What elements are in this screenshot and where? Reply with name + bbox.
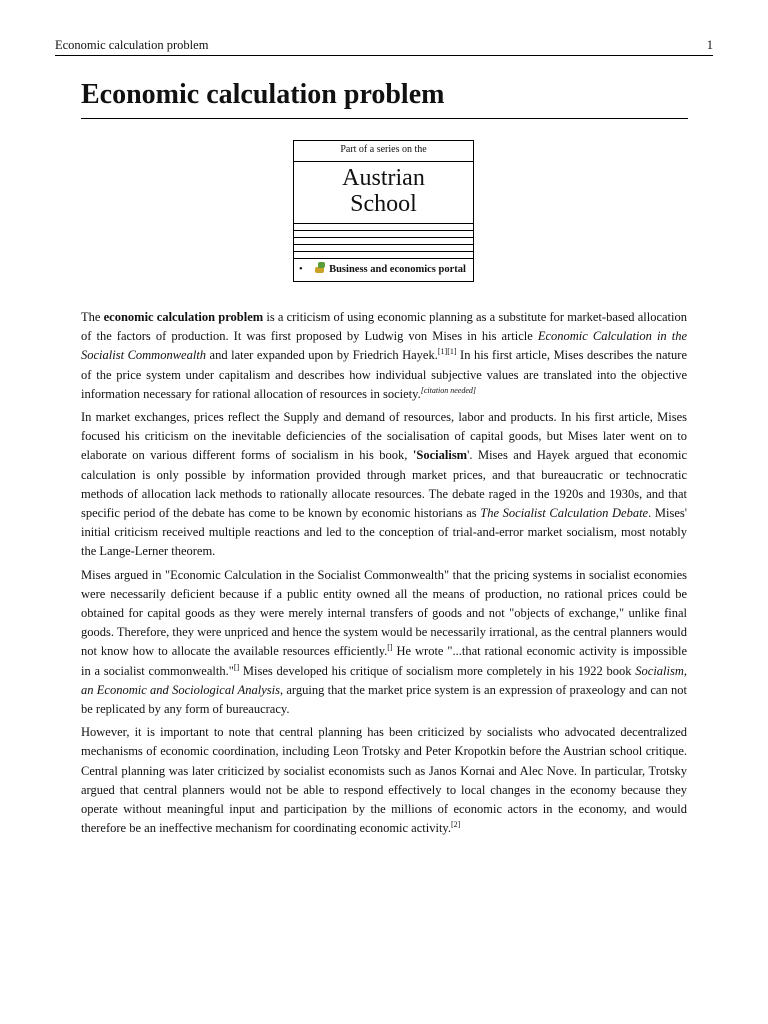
paragraph-1: The economic calculation problem is a criticism of using economic planning as a substitute for market-based allocation of the factors of production. It was first proposed by Ludwig von Mises in his article Economic Calculation in the Socialist Commonwealth and later expanded upon by Friedrich Hayek.[1][1] In his first article, Mises describes the nature of the price system under capitalism and describes how individual subjective values are translated into the objective information necessary for rational allocation of resources in society.[citation needed] bbox=[81, 310, 687, 401]
citation-link[interactable]: [2] bbox=[450, 820, 461, 830]
infobox-series-title bbox=[294, 162, 473, 224]
book-title: Socialism, an Economic and Sociological Analysis bbox=[81, 663, 687, 697]
series-infobox bbox=[293, 140, 474, 282]
infobox-empty-rows bbox=[294, 224, 473, 259]
page-title: Economic calculation problem bbox=[81, 79, 688, 119]
infobox-title-line1: Austrian bbox=[342, 165, 425, 191]
paragraph-2: In market exchanges, prices reflect the Supply and demand of resources, labor and products. In his first article, Mises focused his criticism on the inevitable deficiencies of the socialisation of capital goods, but Mises later went on to elaborate on various different forms of socialism in his book, 'Socialism'. Mises and Hayek argued that economic calculation is only possible by information provided through market prices, and that bureaucratic or technocratic methods of allocation lack methods to rationally allocate resources. The debate raged in the 1920s and 1930s, and that specific period of the debate has come to be known by economic historians as The Socialist Calculation Debate. Mises' initial criticism received multiple reactions and led to the conception of trial-and-error market socialism, most notably the Lange-Lerner theorem. bbox=[81, 410, 687, 559]
term-bold: economic calculation problem bbox=[103, 310, 264, 324]
bullet: • bbox=[299, 264, 303, 275]
citation-link[interactable]: [1][1] bbox=[437, 347, 457, 357]
infobox-title-line2: School bbox=[350, 191, 417, 217]
article-title-link[interactable]: Economic Calculation in the Socialist Commonwealth bbox=[81, 329, 687, 363]
paragraph-3: Mises argued in "Economic Calculation in the Socialist Commonwealth" that the pricing systems in socialist economies were necessarily deficient because if a public entity owned all the means of production, no rational prices could be obtained for capital goods as they were merely internal transfers of goods and not "objects of exchange," unlike final goods. Therefore, they were unpriced and hence the system would be necessarily irrational, as the central planners would not know how to allocate the available resources efficiently.[] He wrote "...that rational economic activity is impossible in a socialist commonwealth."[] Mises developed his critique of socialism more completely in his 1922 book Socialism, an Economic and Sociological Analysis, arguing that the market price system is an expression of praxeology and can not be replicated by any form of bureaucracy. bbox=[81, 567, 687, 717]
book-title-bold[interactable]: 'Socialism bbox=[412, 448, 468, 463]
citation-link[interactable]: [] bbox=[233, 662, 240, 672]
paragraph-4: However, it is important to note that central planning has been criticized by socialists who advocated decentralized mechanisms of economic coordination, including Leon Trotsky and Peter Kropotkin before the Austrian school critique. Central planning was later criticized by socialist economists such as Janos Kornai and Alec Nove. In particular, Trotsky argued that central planners would not be able to respond effectively to local changes in the economy because they operate without meaningful input and participation by the millions of economic actors in the economy, and would therefore be an ineffective mechanism for coordinating economic activity.[2] bbox=[81, 725, 687, 836]
infobox-series-label: Part of a series on the bbox=[294, 141, 473, 162]
debate-title: The Socialist Calculation Debate bbox=[480, 506, 649, 521]
page-number: 1 bbox=[706, 38, 713, 52]
running-header bbox=[55, 38, 713, 56]
coins-icon bbox=[315, 262, 326, 273]
portal-link[interactable] bbox=[294, 259, 473, 281]
citation-needed[interactable]: [citation needed] bbox=[420, 385, 477, 395]
article-body bbox=[81, 308, 687, 842]
running-title: Economic calculation problem bbox=[55, 38, 209, 52]
portal-label[interactable]: Business and economics portal bbox=[329, 264, 466, 275]
citation-link[interactable]: [] bbox=[387, 643, 393, 653]
